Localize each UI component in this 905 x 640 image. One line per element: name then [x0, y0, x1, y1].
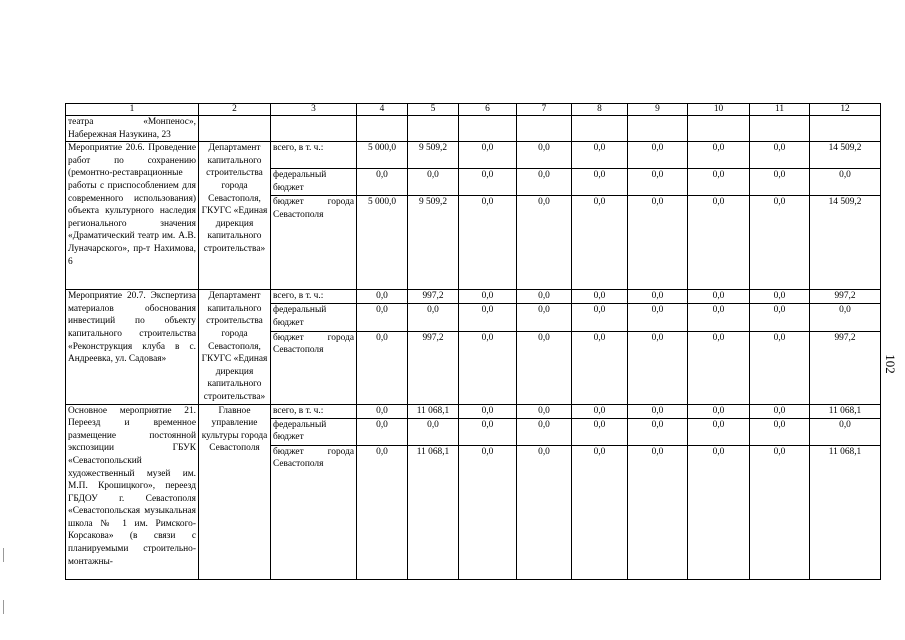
amount-cell: 0,0 — [459, 304, 517, 331]
empty-cell — [517, 116, 572, 142]
measure-description: Мероприятие 20.6. Проведение работ по сохранению (ремонтно-реставрационные работы с приспособлением для современного использования) объекта культурного наследия регионального значения «Драматический театр им. А.В. Луначарского», пр-т Нахимова, 6 — [66, 142, 199, 290]
amount-cell: 0,0 — [459, 196, 517, 290]
amount-cell: 0,0 — [628, 142, 688, 169]
empty-cell — [628, 116, 688, 142]
amount-cell: 0,0 — [628, 290, 688, 304]
empty-cell — [459, 116, 517, 142]
scan-edge-mark — [3, 600, 4, 614]
funding-source: бюджет города Севастополя — [271, 196, 357, 290]
amount-cell: 0,0 — [517, 304, 572, 331]
funding-source: всего, в т. ч.: — [271, 404, 357, 418]
empty-cell — [810, 116, 881, 142]
scan-edge-mark — [3, 548, 4, 562]
amount-cell: 11 068,1 — [810, 445, 881, 579]
amount-cell: 0,0 — [628, 304, 688, 331]
empty-cell — [572, 116, 628, 142]
amount-cell: 0,0 — [459, 404, 517, 418]
column-header: 5 — [408, 104, 459, 116]
amount-cell: 0,0 — [688, 196, 750, 290]
amount-cell: 997,2 — [408, 290, 459, 304]
column-header: 1 — [66, 104, 199, 116]
responsible-executor: Главное управление культуры города Севастополя — [199, 404, 271, 579]
amount-cell: 14 509,2 — [810, 142, 881, 169]
amount-cell: 0,0 — [357, 404, 408, 418]
amount-cell: 5 000,0 — [357, 196, 408, 290]
amount-cell: 0,0 — [810, 304, 881, 331]
amount-cell: 0,0 — [750, 290, 810, 304]
amount-cell: 0,0 — [688, 331, 750, 404]
amount-cell: 0,0 — [750, 169, 810, 196]
amount-cell: 0,0 — [572, 404, 628, 418]
column-header: 11 — [750, 104, 810, 116]
amount-cell: 0,0 — [810, 418, 881, 445]
amount-cell: 0,0 — [572, 331, 628, 404]
amount-cell: 0,0 — [688, 290, 750, 304]
amount-cell: 0,0 — [628, 418, 688, 445]
amount-cell: 0,0 — [688, 445, 750, 579]
amount-cell: 9 509,2 — [408, 142, 459, 169]
amount-cell: 0,0 — [517, 445, 572, 579]
amount-cell: 0,0 — [688, 169, 750, 196]
amount-cell: 0,0 — [459, 331, 517, 404]
amount-cell: 0,0 — [628, 331, 688, 404]
table-row — [66, 290, 881, 304]
amount-cell: 0,0 — [750, 142, 810, 169]
amount-cell: 0,0 — [750, 196, 810, 290]
amount-cell: 0,0 — [628, 445, 688, 579]
amount-cell: 0,0 — [628, 404, 688, 418]
amount-cell: 0,0 — [357, 331, 408, 404]
amount-cell: 0,0 — [357, 418, 408, 445]
amount-cell: 997,2 — [810, 290, 881, 304]
funding-source: федеральный бюджет — [271, 169, 357, 196]
amount-cell: 0,0 — [408, 169, 459, 196]
amount-cell: 0,0 — [517, 418, 572, 445]
amount-cell: 0,0 — [459, 418, 517, 445]
amount-cell: 0,0 — [688, 418, 750, 445]
amount-cell: 0,0 — [459, 445, 517, 579]
amount-cell: 0,0 — [357, 304, 408, 331]
table-body — [66, 104, 881, 580]
funding-source: бюджет города Севастополя — [271, 445, 357, 579]
amount-cell: 0,0 — [572, 304, 628, 331]
empty-cell — [199, 116, 271, 142]
amount-cell: 5 000,0 — [357, 142, 408, 169]
amount-cell: 0,0 — [517, 290, 572, 304]
amount-cell: 0,0 — [688, 404, 750, 418]
continuation-cell: театра «Монпенос», Набережная Назукина, 23 — [66, 116, 199, 142]
amount-cell: 0,0 — [750, 304, 810, 331]
amount-cell: 0,0 — [628, 196, 688, 290]
empty-cell — [357, 116, 408, 142]
column-header: 10 — [688, 104, 750, 116]
column-header: 2 — [199, 104, 271, 116]
amount-cell: 997,2 — [810, 331, 881, 404]
funding-source: федеральный бюджет — [271, 418, 357, 445]
amount-cell: 0,0 — [408, 418, 459, 445]
amount-cell: 0,0 — [572, 196, 628, 290]
amount-cell: 0,0 — [517, 196, 572, 290]
empty-cell — [408, 116, 459, 142]
amount-cell: 0,0 — [750, 404, 810, 418]
amount-cell: 11 068,1 — [408, 404, 459, 418]
funding-source: бюджет города Севастополя — [271, 331, 357, 404]
column-header: 8 — [572, 104, 628, 116]
amount-cell: 0,0 — [517, 404, 572, 418]
amount-cell: 0,0 — [572, 142, 628, 169]
column-header: 9 — [628, 104, 688, 116]
budget-table — [65, 103, 881, 580]
column-header: 3 — [271, 104, 357, 116]
amount-cell: 0,0 — [459, 142, 517, 169]
amount-cell: 0,0 — [459, 290, 517, 304]
empty-cell — [688, 116, 750, 142]
responsible-executor: Департамент капитального строительства города Севастополя, ГКУГС «Единая дирекция капитального строительства» — [199, 142, 271, 290]
amount-cell: 0,0 — [750, 445, 810, 579]
funding-source: федеральный бюджет — [271, 304, 357, 331]
column-header: 7 — [517, 104, 572, 116]
amount-cell: 11 068,1 — [810, 404, 881, 418]
column-header: 12 — [810, 104, 881, 116]
column-header: 4 — [357, 104, 408, 116]
funding-source: всего, в т. ч.: — [271, 142, 357, 169]
table-row — [66, 142, 881, 169]
amount-cell: 0,0 — [750, 418, 810, 445]
amount-cell: 14 509,2 — [810, 196, 881, 290]
measure-description: Основное мероприятие 21. Переезд и временное размещение постоянной экспозиции ГБУК «Севастопольский художественный музей им. М.П. Крошицкого», переезд ГБДОУ г. Севастополя «Севастопольская музыкальная школа № 1 им. Римского-Корсакова» (в связи с планируемыми строительно-монтажны- — [66, 404, 199, 579]
empty-cell — [750, 116, 810, 142]
amount-cell: 0,0 — [688, 142, 750, 169]
amount-cell: 0,0 — [517, 169, 572, 196]
amount-cell: 0,0 — [750, 331, 810, 404]
continuation-row — [66, 116, 881, 142]
measure-description: Мероприятие 20.7. Экспертиза материалов обоснования инвестиций по объекту капитального строительства «Реконструкция клуба в с. Андреевка, ул. Садовая» — [66, 290, 199, 404]
table-row — [66, 404, 881, 418]
amount-cell: 0,0 — [517, 142, 572, 169]
amount-cell: 9 509,2 — [408, 196, 459, 290]
empty-cell — [271, 116, 357, 142]
amount-cell: 0,0 — [810, 169, 881, 196]
column-header: 6 — [459, 104, 517, 116]
amount-cell: 0,0 — [572, 290, 628, 304]
amount-cell: 0,0 — [688, 304, 750, 331]
funding-source: всего, в т. ч.: — [271, 290, 357, 304]
amount-cell: 0,0 — [572, 169, 628, 196]
amount-cell: 0,0 — [572, 445, 628, 579]
header-row — [66, 104, 881, 116]
amount-cell: 0,0 — [572, 418, 628, 445]
responsible-executor: Департамент капитального строительства города Севастополя, ГКУГС «Единая дирекция капитального строительства» — [199, 290, 271, 404]
page-number: 102 — [882, 354, 898, 374]
amount-cell: 11 068,1 — [408, 445, 459, 579]
amount-cell: 0,0 — [408, 304, 459, 331]
amount-cell: 0,0 — [517, 331, 572, 404]
amount-cell: 997,2 — [408, 331, 459, 404]
amount-cell: 0,0 — [357, 169, 408, 196]
amount-cell: 0,0 — [628, 169, 688, 196]
amount-cell: 0,0 — [459, 169, 517, 196]
amount-cell: 0,0 — [357, 445, 408, 579]
amount-cell: 0,0 — [357, 290, 408, 304]
